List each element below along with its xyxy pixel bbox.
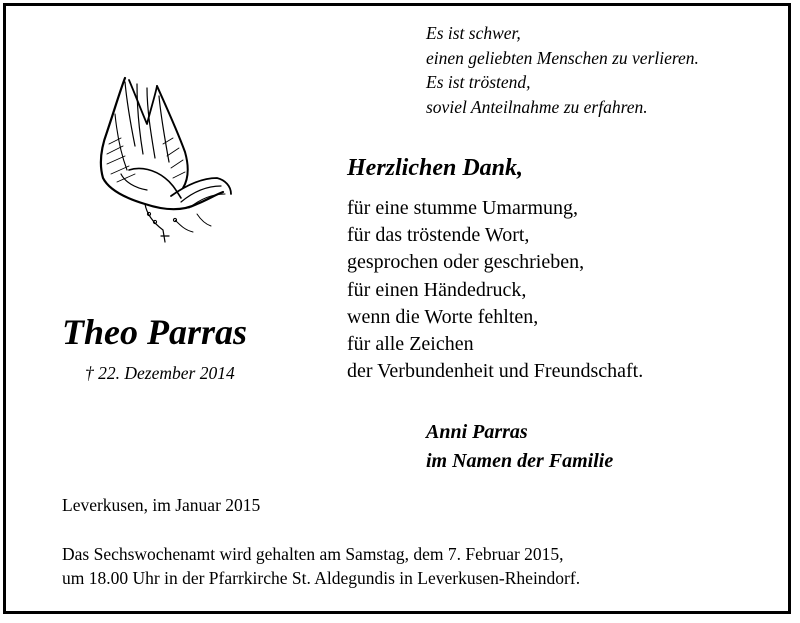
thanks-line: wenn die Worte fehlten,	[347, 305, 539, 328]
deceased-name: Theo Parras	[62, 312, 248, 352]
signature-subtitle: im Namen der Familie	[426, 450, 614, 472]
motto-line: Es ist schwer,	[426, 23, 521, 43]
thanks-lines	[347, 195, 643, 385]
service-announcement	[62, 543, 580, 590]
thanks-line: für einen Händedruck,	[347, 278, 527, 301]
thanks-line: gesprochen oder geschrieben,	[347, 251, 585, 274]
signature-name: Anni Parras	[426, 421, 528, 443]
motto-line: soviel Anteilnahme zu erfahren.	[426, 96, 648, 117]
thanks-title: Herzlichen Dank,	[347, 155, 524, 181]
signature	[426, 418, 613, 476]
motto-line: Es ist tröstend,	[426, 72, 531, 92]
thanks-line: für eine stumme Umarmung,	[347, 197, 579, 219]
service-line: Das Sechswochenamt wird gehalten am Samstag, dem 7. Februar 2015,	[62, 544, 564, 564]
thanks-line: für alle Zeichen	[347, 332, 474, 355]
praying-hands-icon	[85, 74, 235, 249]
motto-verse	[426, 21, 699, 119]
place-date: Leverkusen, im Januar 2015	[62, 495, 261, 515]
thanks-line: für das tröstende Wort,	[347, 224, 530, 247]
death-date: † 22. Dezember 2014	[85, 363, 235, 383]
thanks-line: der Verbundenheit und Freundschaft.	[347, 360, 644, 383]
service-line: um 18.00 Uhr in der Pfarrkirche St. Aldegundis in Leverkusen-Rheindorf.	[62, 567, 581, 588]
motto-line: einen geliebten Menschen zu verlieren.	[426, 47, 699, 68]
